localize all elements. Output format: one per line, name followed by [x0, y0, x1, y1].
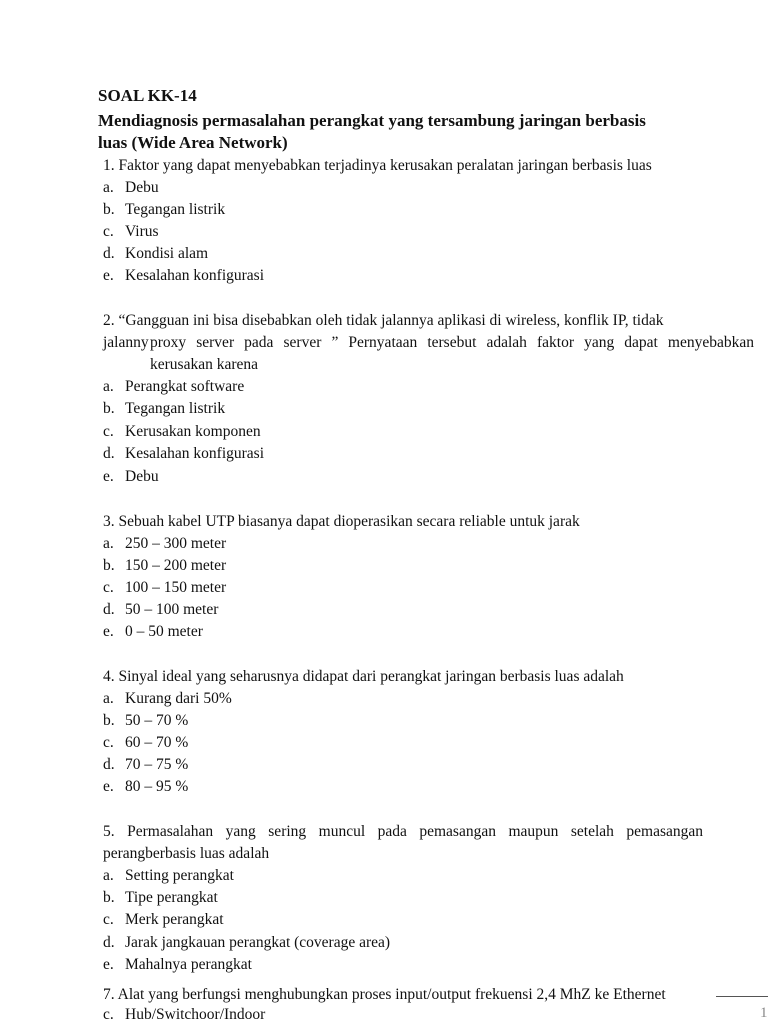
question-4: 4. Sinyal ideal yang seharusnya didapat dari perangkat jaringan berbasis luas adalah	[103, 668, 624, 685]
option-4b: b. 50 – 70 %	[103, 712, 189, 729]
option-1a: a. Debu	[103, 179, 159, 196]
option-5b: b. Tipe perangkat	[103, 889, 218, 906]
question-2-line1: 2. “Gangguan ini bisa disebabkan oleh tidak jalannya aplikasi di wireless, konflik IP, tidak	[103, 312, 664, 329]
question-1: 1. Faktor yang dapat menyebabkan terjadinya kerusakan peralatan jaringan berbasis luas	[103, 157, 652, 174]
option-5a: a. Setting perangkat	[103, 867, 234, 884]
option-5c: c. Merk perangkat	[103, 911, 224, 928]
page-number: 1	[760, 1005, 768, 1021]
option-5d: d. Jarak jangkauan perangkat (coverage area)	[103, 934, 391, 951]
doc-subtitle-line1: Mendiagnosis permasalahan perangkat yang tersambung jaringan berbasis	[98, 111, 646, 130]
option-2c: c. Kerusakan komponen	[103, 423, 261, 440]
option-3e: e. 0 – 50 meter	[103, 623, 203, 640]
option-2a: a. Perangkat software	[103, 378, 245, 395]
option-1b: b. Tegangan listrik	[103, 201, 226, 218]
option-4c: c. 60 – 70 %	[103, 734, 189, 751]
option-4d: d. 70 – 75 %	[103, 756, 189, 773]
option-1c: c. Virus	[103, 223, 159, 240]
option-2d: d. Kesalahan konfigurasi	[103, 445, 265, 462]
question-2-line3: kerusakan karena	[150, 356, 259, 373]
option-3b: b. 150 – 200 meter	[103, 557, 227, 574]
doc-heading: SOAL KK-14	[98, 86, 197, 105]
option-1d: d. Kondisi alam	[103, 245, 209, 262]
question-2-line2: proxy server pada server ” Pernyataan tersebut adalah faktor yang dapat menyebabkan	[150, 334, 754, 351]
option-1e: e. Kesalahan konfigurasi	[103, 267, 265, 284]
question-3: 3. Sebuah kabel UTP biasanya dapat dioperasikan secara reliable untuk jarak	[103, 513, 580, 530]
option-2e: e. Debu	[103, 468, 159, 485]
option-4e: e. 80 – 95 %	[103, 778, 189, 795]
option-7c: c. Hub/Switchoor/Indoor	[103, 1006, 266, 1023]
question-2-overlap-text: jalanny	[103, 334, 149, 351]
option-3c: c. 100 – 150 meter	[103, 579, 227, 596]
option-3d: d. 50 – 100 meter	[103, 601, 219, 618]
option-2b: b. Tegangan listrik	[103, 400, 226, 417]
footer-rule	[716, 996, 768, 997]
question-5-line1: 5. Permasalahan yang sering muncul pada pemasangan maupun setelah pemasangan	[103, 823, 703, 840]
option-4a: a. Kurang dari 50%	[103, 690, 232, 707]
question-5-line2: perangberbasis luas adalah	[103, 845, 270, 862]
option-3a: a. 250 – 300 meter	[103, 535, 227, 552]
question-7: 7. Alat yang berfungsi menghubungkan proses input/output frekuensi 2,4 MhZ ke Ethernet	[103, 986, 666, 1003]
doc-subtitle-line2: luas (Wide Area Network)	[98, 133, 288, 152]
option-5e: e. Mahalnya perangkat	[103, 956, 252, 973]
